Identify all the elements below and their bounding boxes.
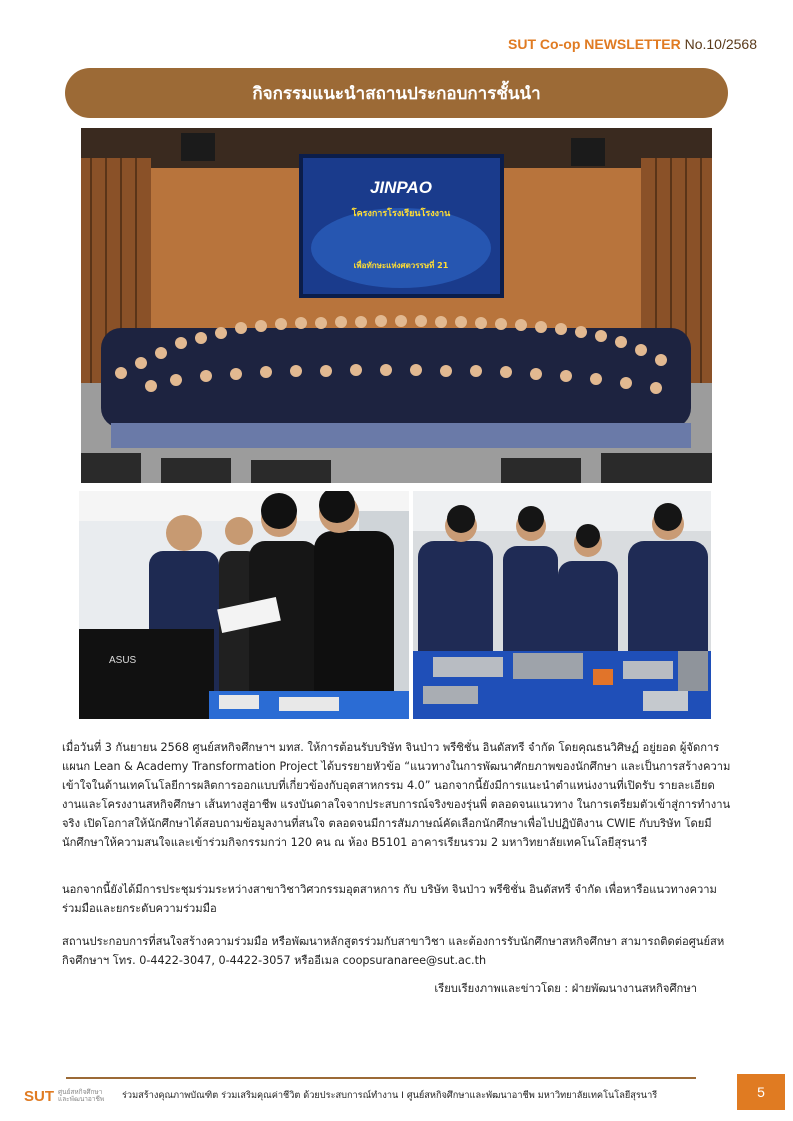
body-paragraph-3: สถานประกอบการที่สนใจสร้างความร่วมมือ หรือพัฒนาหลักสูตรร่วมกับสาขาวิชา และต้องการรับนักศึกษาสหกิจศึกษา สามารถติดต่อศูนย์สหกิจศึกษาฯ โทร. 0-4422-3047, 0-4422-3057 หรืออีเมล coopsuranaree@sut.ac.th — [62, 935, 725, 967]
newsletter-header — [508, 36, 757, 52]
body-paragraph-2: นอกจากนี้ยังได้มีการประชุมร่วมระหว่างสาขาวิชาวิศวกรรมอุตสาหการ กับ บริษัท จินป่าว พรีซิชั่น อินดัสทรี จำกัด เพื่อหารือแนวทางความร่วมมือและยกระดับความร่วมมือ — [62, 883, 717, 915]
photo-news-credit: เรียบเรียงภาพและข่าวโดย : ฝ่ายพัฒนางานสหกิจศึกษา — [434, 982, 697, 995]
sut-logo — [24, 1082, 116, 1110]
group-photo — [81, 128, 712, 483]
left-activity-photo — [79, 491, 409, 719]
logo-org-name: ศูนย์สหกิจศึกษา และพัฒนาอาชีพ — [58, 1087, 105, 1103]
footer-tagline: ร่วมสร้างคุณภาพบัณฑิต ร่วมเสริมคุณค่าชีวิต ด้วยประสบการณ์ทำงาน I ศูนย์สหกิจศึกษาและพัฒนาอาชีพ มหาวิทยาลัยเทคโนโลยีสุรนารี — [122, 1090, 658, 1101]
page-number: 5 — [757, 1084, 765, 1100]
issue-number: No.10/2568 — [684, 36, 757, 52]
monitor-brand: ASUS — [109, 655, 137, 666]
right-activity-photo — [413, 491, 711, 719]
body-paragraph-1: เมื่อวันที่ 3 กันยายน 2568 ศูนย์สหกิจศึกษาฯ มทส. ให้การต้อนรับบริษัท จินป่าว พรีซิชั่น อินดัสทรี จำกัด โดยคุณธนวิศิษฏ์ อยู่ยอด ผู้จัดการแผนก Lean & Academy Transformation Project ได้บรรยายหัวข้อ “แนวทางในการพัฒนาศักยภาพของนักศึกษา และเป็นการสร้างความเข้าใจในด้านเทคโนโลยีการผลิตการออกแบบที่เกี่ยวข้องกับอุตสาหกรรม 4.0” นอกจากนี้ยังมีการแนะนำตำแหน่งงานที่เปิดรับ รายละเอียดงานและโครงงานสหกิจศึกษา เส้นทางสู่อาชีพ แรงบันดาลใจจากประสบการณ์จริงของรุ่นพี่ ตลอดจนแนวทาง ในการเตรียมตัวเข้าสู่การทำงานจริง เปิดโอกาสให้นักศึกษาได้สอบถามข้อมูลงานที่สนใจ ตลอดจนมีการสัมภาษณ์คัดเลือกนักศึกษาเพื่อไปปฏิบัติงาน CWIE กับบริษัท โดยมีนักศึกษาให้ความสนใจและเข้าร่วมกิจกรรมกว่า 120 คน ณ ห้อง B5101 อาคารเรียนรวม 2 มหาวิทยาลัยเทคโนโลยีสุรนารี — [62, 741, 731, 849]
logo-mark: SUT — [24, 1087, 54, 1105]
newsletter-title: SUT Co-op NEWSLETTER — [508, 36, 681, 52]
screen-caption: โครงการโรงเรียนโรงงาน — [351, 209, 451, 219]
screen-subcaption: เพื่อทักษะแห่งศตวรรษที่ 21 — [353, 261, 449, 270]
section-title-banner — [65, 68, 728, 118]
page-number-box — [737, 1074, 785, 1110]
section-title: กิจกรรมแนะนำสถานประกอบการชั้นนำ — [252, 83, 541, 104]
footer-divider — [66, 1077, 696, 1079]
screen-logo: JINPAO — [369, 178, 433, 197]
